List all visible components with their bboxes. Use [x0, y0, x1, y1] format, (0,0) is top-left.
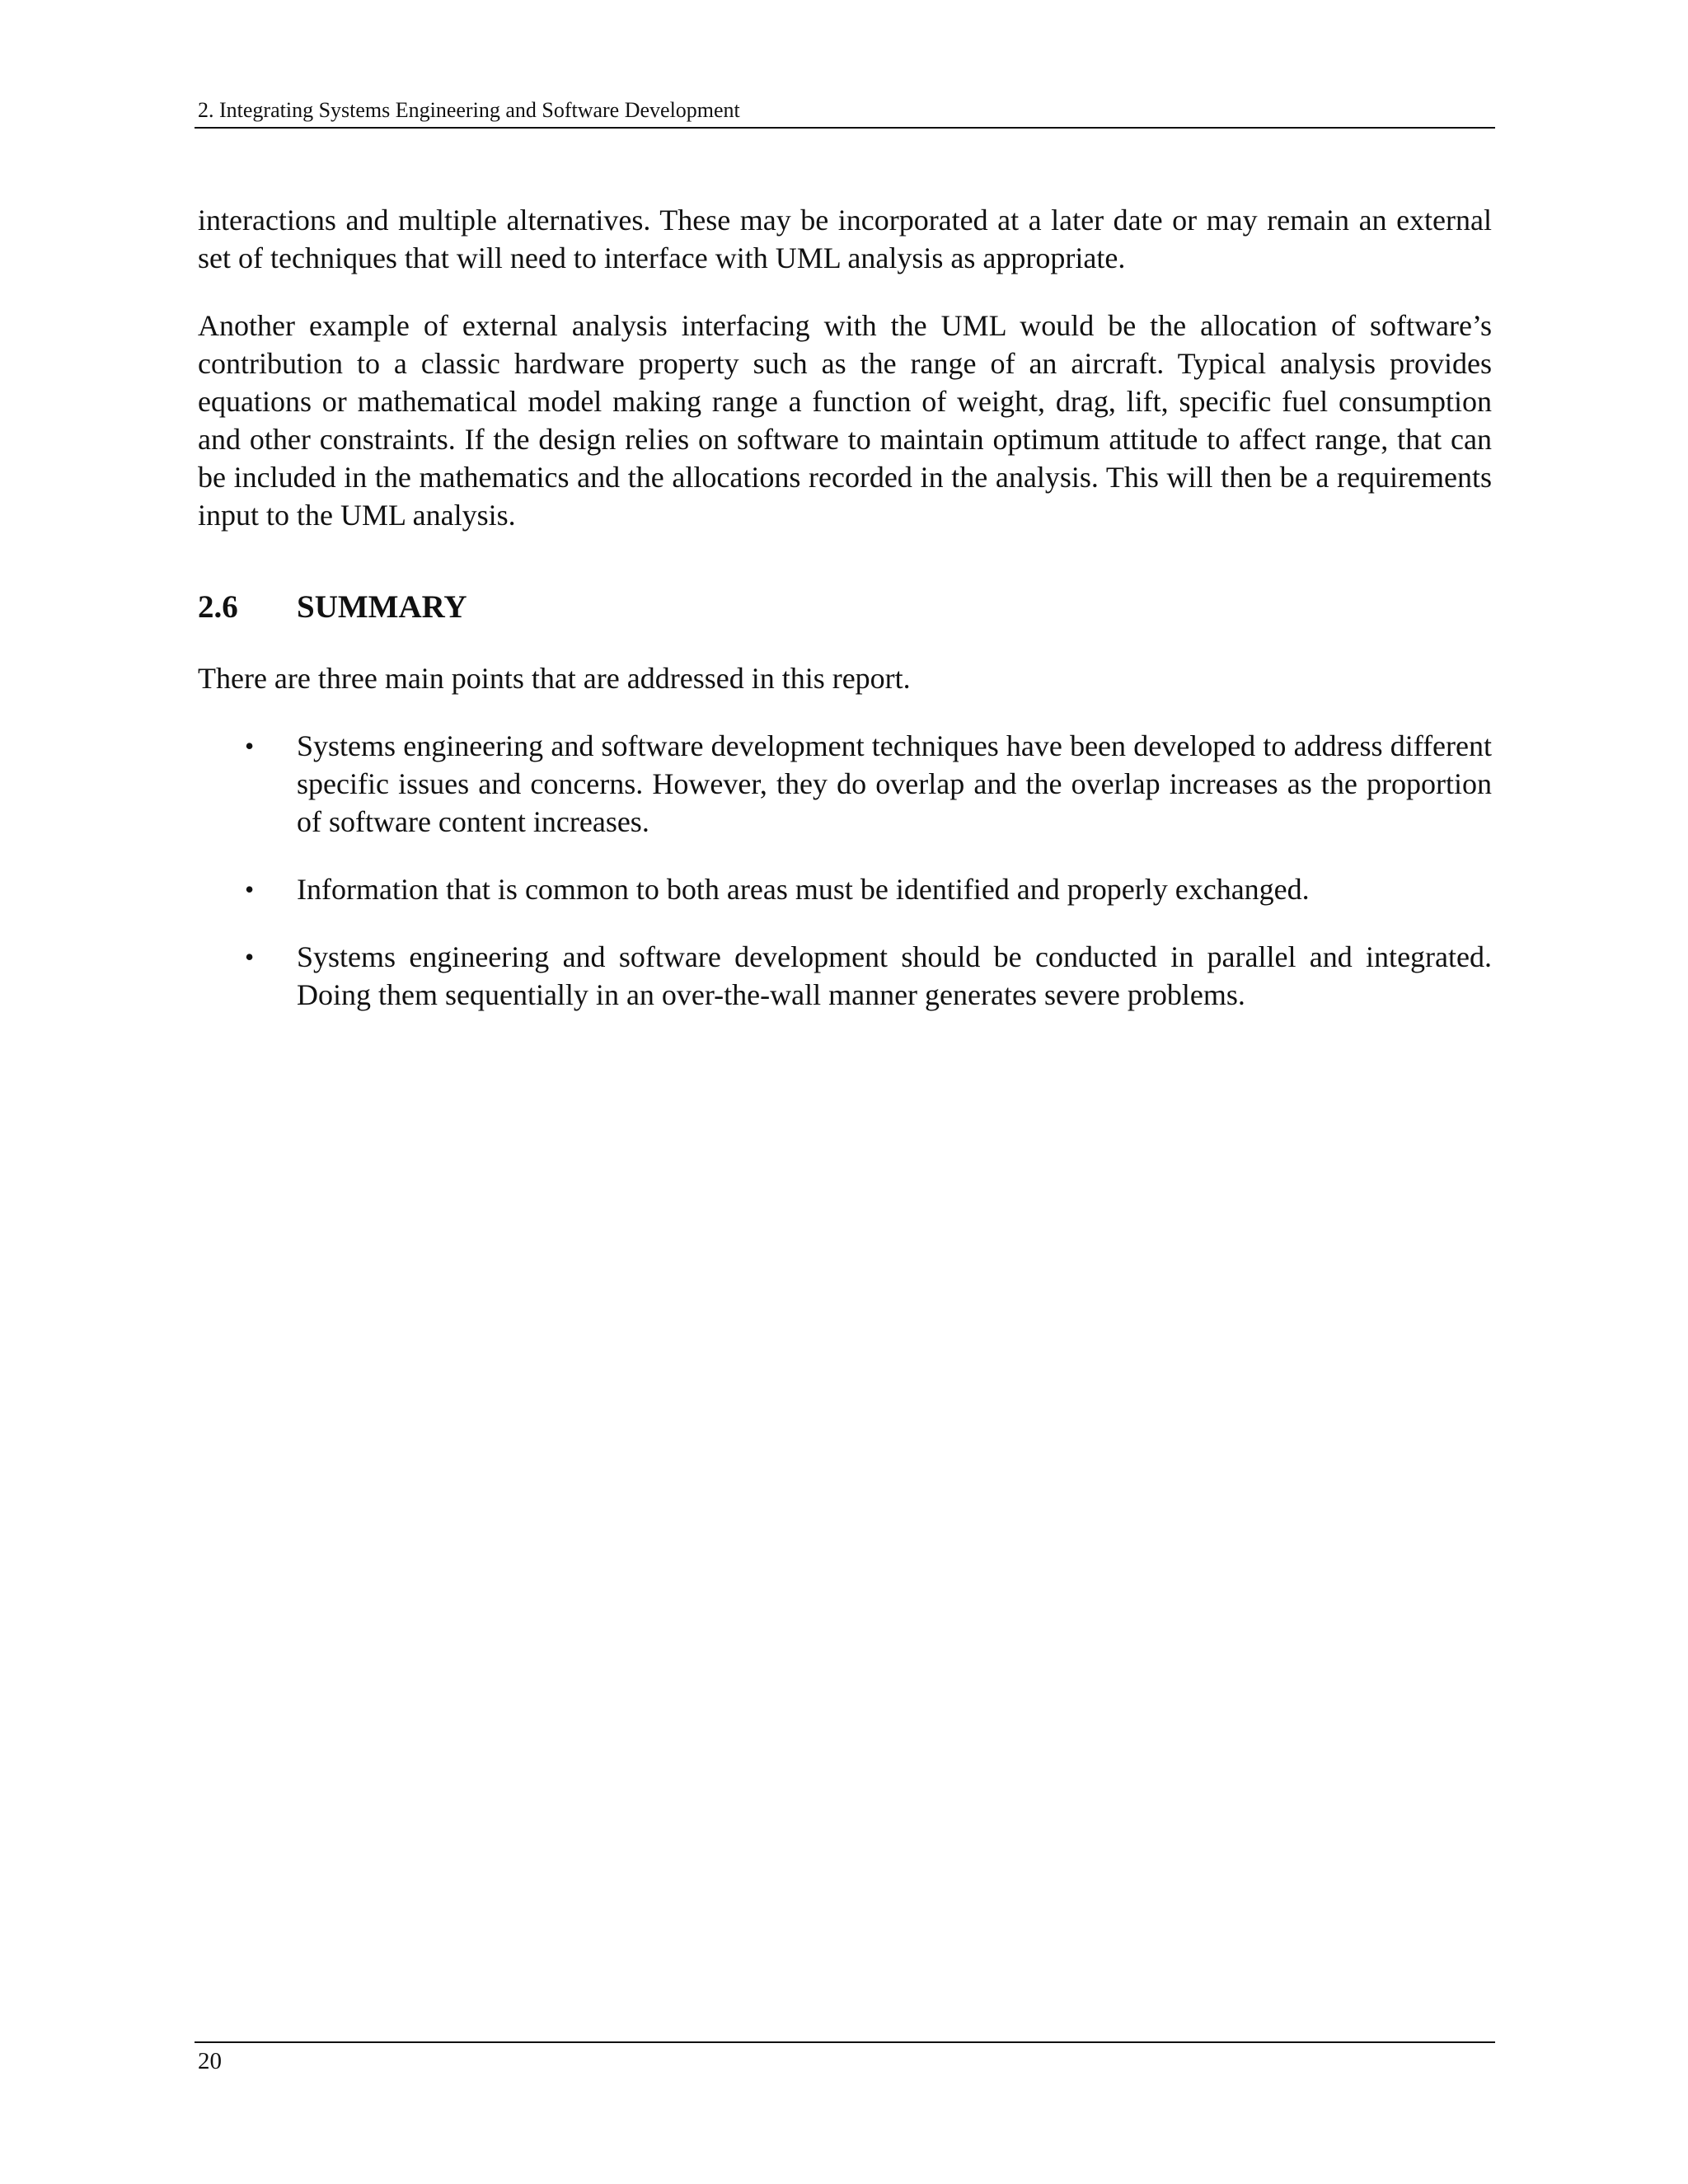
bullet-icon: • [245, 874, 255, 904]
section-heading [198, 588, 467, 626]
summary-bullet-3 [198, 938, 1492, 1014]
summary-intro: There are three main points that are addressed in this report. [198, 662, 911, 695]
bullet-icon: • [245, 731, 255, 761]
bullet-text: Systems engineering and software development techniques have been developed to address different specific issues and concerns. However, they do overlap and the overlap increases as the proportion of software content increases. [297, 729, 1492, 838]
section-number: 2.6 [198, 589, 238, 625]
body-paragraph-1: interactions and multiple alternatives. These may be incorporated at a later date or may remain an external set of techniques that will need to interface with UML analysis as appropriate. [198, 204, 1492, 274]
footer-rule [195, 2041, 1495, 2043]
summary-bullet-1 [198, 727, 1492, 841]
running-header: 2. Integrating Systems Engineering and Software Development [198, 98, 740, 122]
body-paragraph-2: Another example of external analysis interfacing with the UML would be the allocation of software’s contribution to a classic hardware property such as the range of an aircraft. Typical analysis provides equations or mathematical model making range a function of weight, drag, lift, specific fuel consumption and other constraints. If the design relies on software to maintain optimum attitude to affect range, that can be included in the mathematics and the allocations recorded in the analysis. This will then be a requirements input to the UML analysis. [198, 309, 1492, 532]
summary-bullet-list [198, 727, 1492, 1043]
header-rule [195, 127, 1495, 129]
bullet-icon: • [245, 942, 255, 972]
section-title: SUMMARY [297, 589, 467, 625]
summary-bullet-2 [198, 870, 1492, 908]
page-number: 20 [198, 2048, 222, 2074]
bullet-text: Systems engineering and software development should be conducted in parallel and integrated. Doing them sequentially in an over-the-wall manner generates severe problems. [297, 940, 1492, 1011]
bullet-text: Information that is common to both areas must be identified and properly exchanged. [297, 873, 1310, 906]
